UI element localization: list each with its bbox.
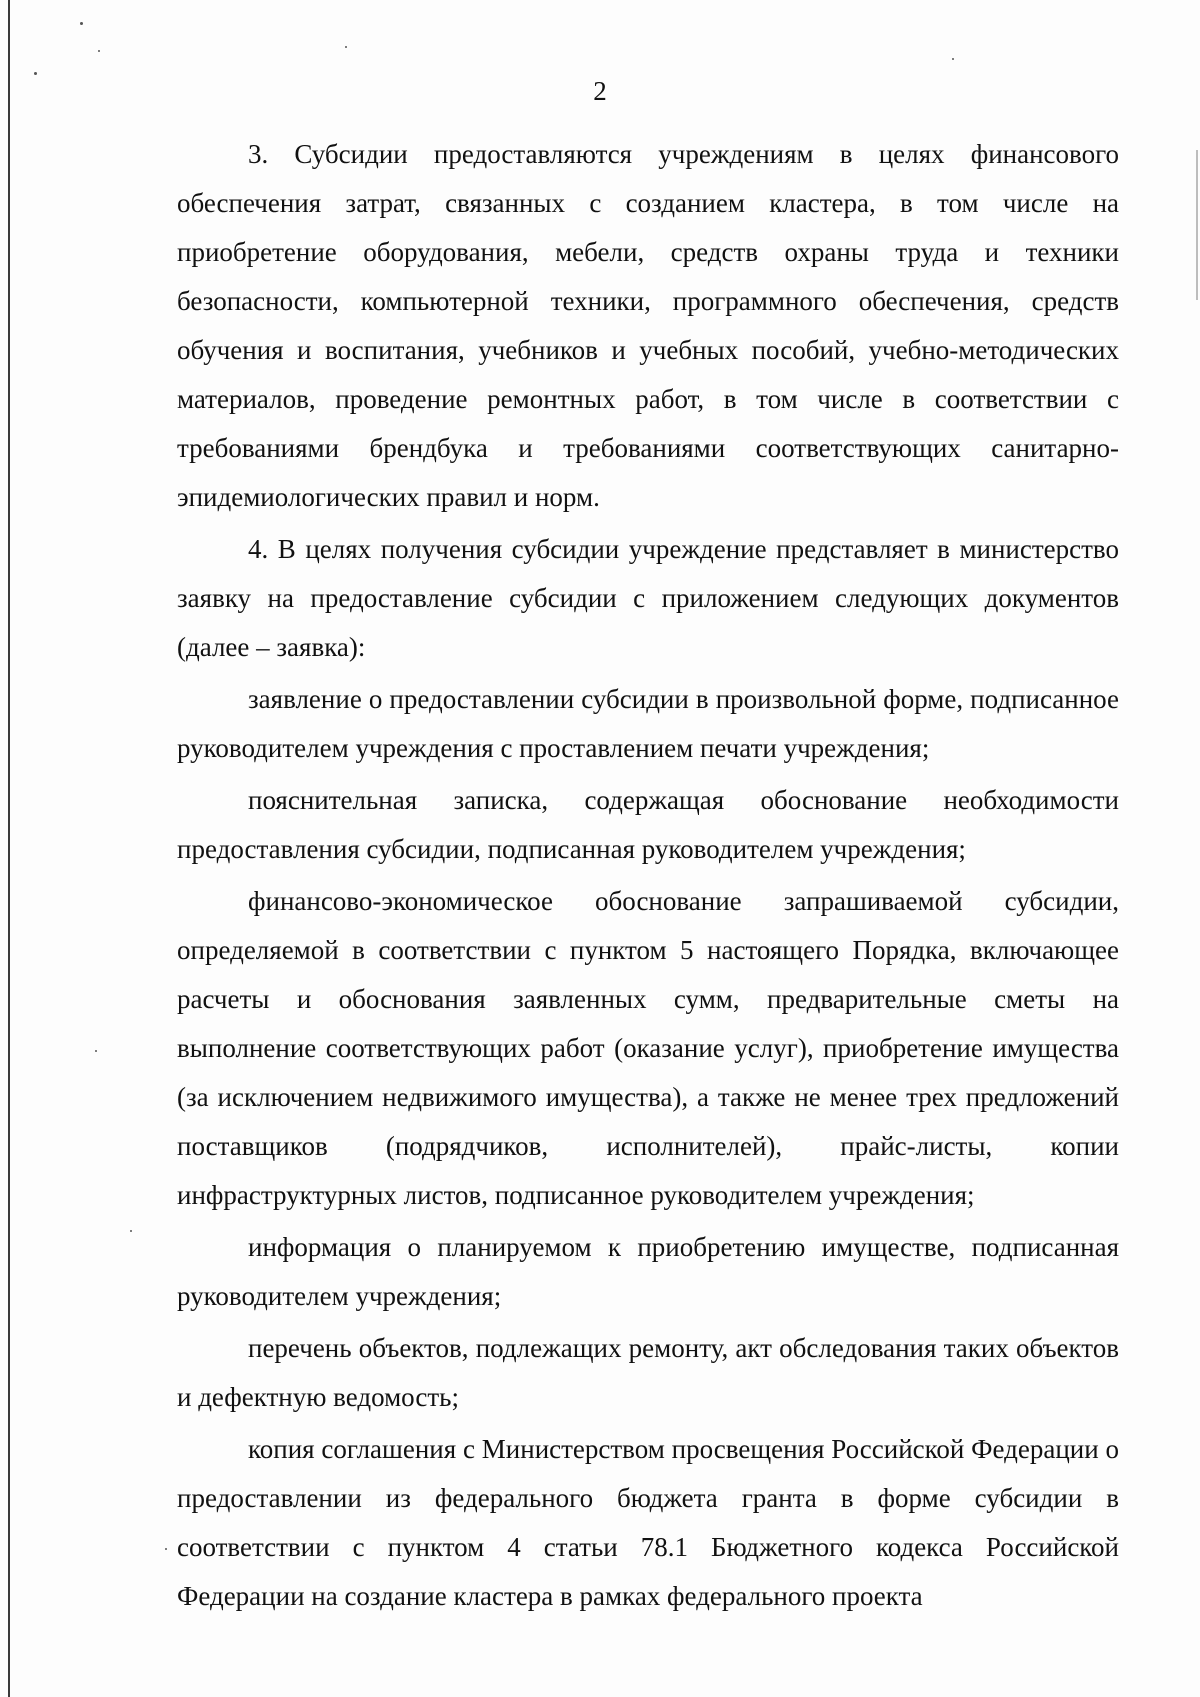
scan-speck [345,46,347,48]
scan-edge-right [1196,150,1198,300]
scan-speck [80,22,83,25]
scan-speck [130,1230,132,1232]
list-item-financial-justification: финансово-экономическое обоснование запрашиваемой субсидии, определяемой в соответствии с пунктом 5 настоящего Порядка, включающее расчеты и обоснования заявленных сумм, предварительные сметы на выполнение соответствующих работ (оказание услуг), приобретение имущества (за исключением недвижимого имущества), а также не менее трех предложений поставщиков (подрядчиков, исполнителей), прайс-листы, копии инфраструктурных листов, подписанное руководителем учреждения; [177,886,1119,1210]
document-body [177,130,1119,1621]
list-item-agreement-copy: копия соглашения с Министерством просвещения Российской Федерации о предоставлении из федерального бюджета гранта в форме субсидии в соответствии с пунктом 4 статьи 78.1 Бюджетного кодекса Российской Федерации на создание кластера в рамках федерального проекта [177,1434,1119,1611]
list-item-property-info: информация о планируемом к приобретению имуществе, подписанная руководителем учреждения; [177,1232,1119,1311]
list-item-repair-objects: перечень объектов, подлежащих ремонту, акт обследования таких объектов и дефектную ведомость; [177,1333,1119,1412]
scan-speck [34,72,37,75]
scan-edge-left [8,0,10,1697]
page-number: 2 [593,76,607,106]
paragraph-3-subsidies-purpose: 3. Субсидии предоставляются учреждениям в целях финансового обеспечения затрат, связанных с созданием кластера, в том числе на приобретение оборудования, мебели, средств охраны труда и техники безопасности, компьютерной техники, программного обеспечения, средств обучения и воспитания, учебников и учебных пособий, учебно-методических материалов, проведение ремонтных работ, в том числе в соответствии с требованиями брендбука и требованиями соответствующих санитарно-эпидемиологических правил и норм. [177,139,1119,512]
scan-speck [952,58,954,60]
paragraph-4-application: 4. В целях получения субсидии учреждение представляет в министерство заявку на предоставление субсидии с приложением следующих документов (далее – заявка): [177,534,1119,662]
list-item-statement: заявление о предоставлении субсидии в произвольной форме, подписанное руководителем учреждения с проставлением печати учреждения; [177,684,1119,763]
scan-speck [98,50,100,52]
scan-speck [165,1548,167,1550]
scan-speck [95,1050,97,1052]
list-item-explanatory-note: пояснительная записка, содержащая обоснование необходимости предоставления субсидии, подписанная руководителем учреждения; [177,785,1119,864]
